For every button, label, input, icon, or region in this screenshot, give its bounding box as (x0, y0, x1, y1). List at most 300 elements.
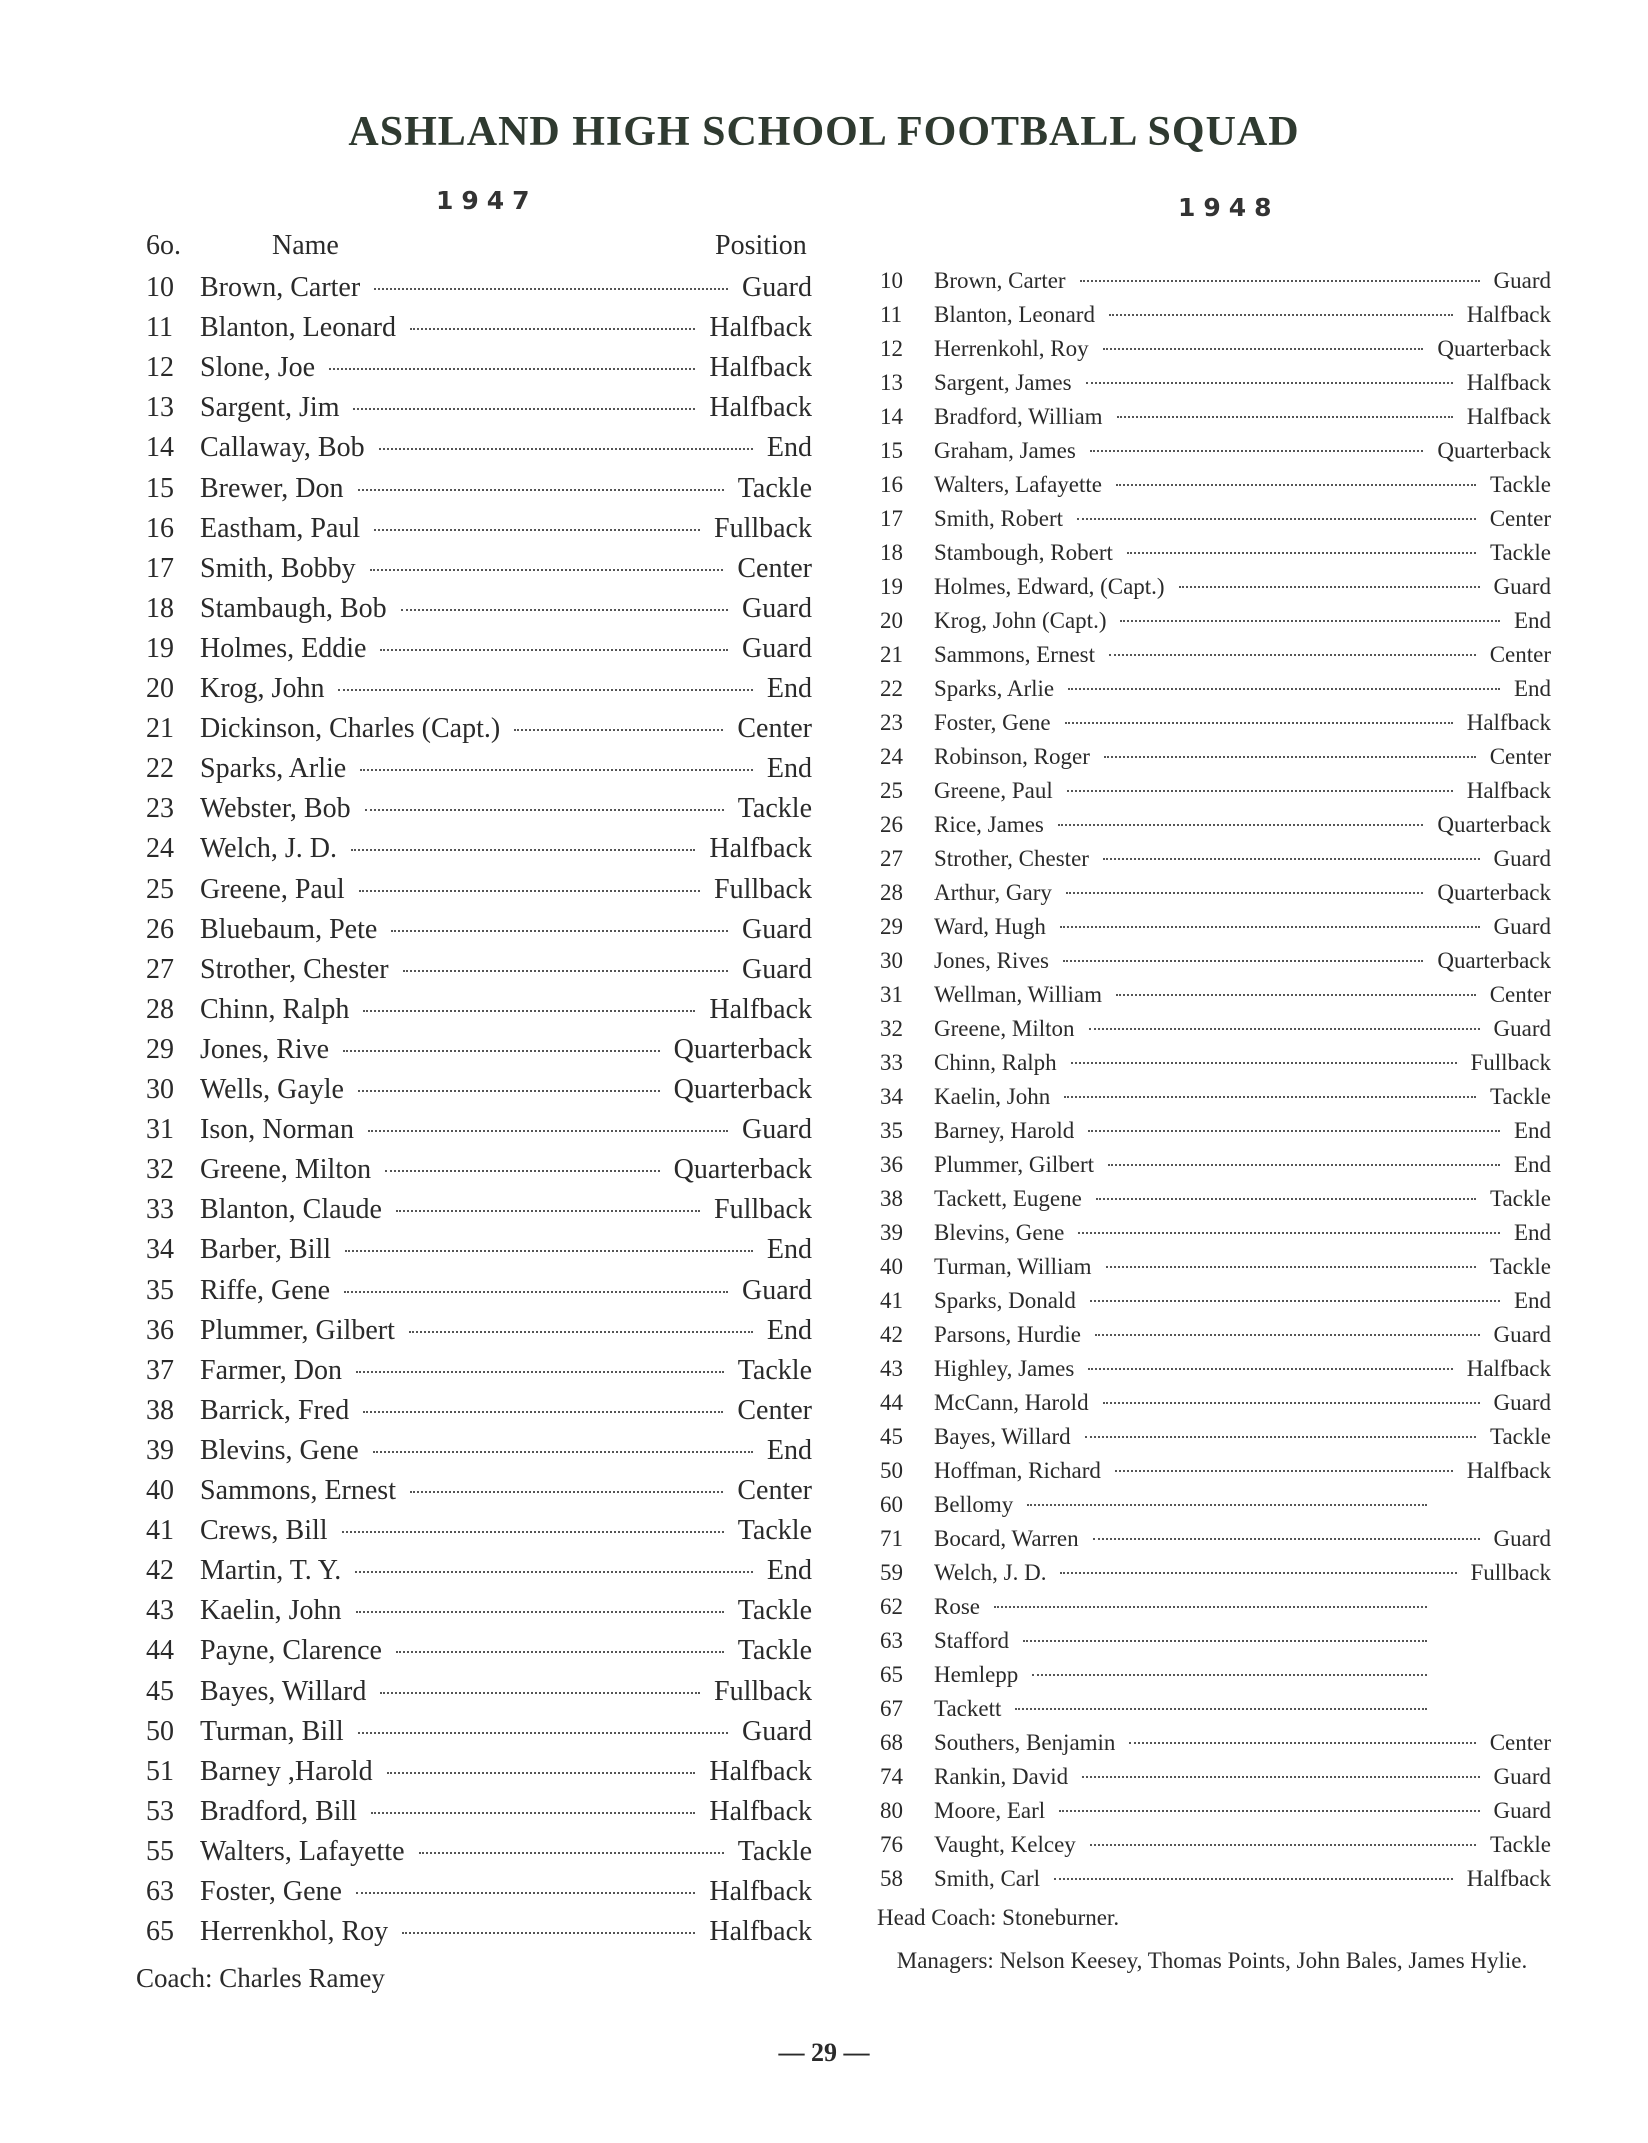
dot-leader (387, 1772, 696, 1774)
player-name: Brown, Carter (934, 268, 1066, 293)
player-row (146, 432, 812, 464)
player-row (146, 713, 812, 745)
player-row (146, 473, 812, 505)
dot-leader (1078, 1232, 1500, 1234)
player-position: Tackle (1490, 1254, 1551, 1279)
player-name: Smith, Robert (934, 506, 1064, 531)
player-position: Tackle (1490, 540, 1551, 565)
player-name: McCann, Harold (934, 1390, 1089, 1415)
player-number: 63 (146, 1876, 174, 1907)
player-position: Tackle (1490, 1832, 1551, 1857)
player-row (880, 268, 1551, 294)
player-position: Guard (1493, 1798, 1551, 1823)
player-row (146, 1114, 812, 1146)
player-row (880, 336, 1551, 362)
dot-leader (338, 689, 752, 691)
dot-leader (1103, 858, 1480, 860)
dot-leader (374, 288, 728, 290)
player-position: Tackle (1490, 472, 1551, 497)
player-row (880, 1356, 1551, 1382)
player-name: Graham, James (934, 438, 1076, 463)
player-position: Halfback (709, 312, 812, 344)
player-position: Fullback (1470, 1050, 1551, 1075)
dot-leader (994, 1606, 1427, 1608)
player-position: Tackle (737, 472, 812, 504)
player-name: Rice, James (934, 812, 1044, 837)
player-number: 20 (146, 673, 174, 704)
dot-leader (1082, 1776, 1479, 1778)
player-position: Guard (742, 1715, 812, 1747)
dot-leader (1104, 756, 1476, 758)
player-row (880, 1152, 1551, 1178)
player-row (880, 1288, 1551, 1314)
dot-leader (342, 1531, 724, 1533)
player-name: Walters, Lafayette (200, 1835, 405, 1867)
player-row (146, 994, 812, 1026)
player-row (880, 1424, 1551, 1450)
player-row (880, 744, 1551, 770)
player-number: 19 (146, 632, 174, 664)
player-position: Guard (1493, 914, 1551, 939)
player-position: Tackle (1490, 1186, 1551, 1211)
dot-leader (379, 448, 753, 450)
player-position: Halfback (709, 352, 812, 384)
player-position: Halfback (1466, 302, 1551, 327)
player-number: 43 (880, 1356, 903, 1381)
player-number: 45 (880, 1424, 903, 1449)
player-position: Tackle (737, 1595, 812, 1627)
player-name: Welch, J. D. (200, 833, 337, 865)
player-row (880, 1526, 1551, 1552)
player-name: Ward, Hugh (934, 914, 1046, 939)
player-number: 44 (880, 1390, 903, 1415)
player-row (146, 1555, 812, 1587)
player-name: Stambaugh, Bob (200, 592, 387, 624)
dot-leader (1066, 892, 1423, 894)
player-row (146, 914, 812, 946)
player-number: 18 (880, 540, 903, 565)
dot-leader (1115, 1470, 1453, 1472)
player-number: 76 (880, 1832, 903, 1857)
player-row (146, 1034, 812, 1066)
player-row (146, 1916, 812, 1948)
player-number: 63 (880, 1628, 903, 1653)
player-name: Bellomy (934, 1492, 1014, 1517)
player-name: Welch, J. D. (934, 1560, 1047, 1585)
dot-leader (1116, 484, 1476, 486)
player-name: Slone, Joe (200, 352, 316, 384)
player-number: 50 (146, 1715, 174, 1747)
dot-leader (363, 1411, 723, 1413)
player-position: Center (1489, 506, 1551, 531)
player-number: 74 (880, 1764, 903, 1789)
managers-1948: Managers: Nelson Keesey, Thomas Points, John Bales, James Hylie. (896, 1948, 1528, 1973)
player-name: Greene, Paul (200, 873, 345, 905)
player-position: Halfback (1466, 404, 1551, 429)
player-row (880, 982, 1551, 1008)
player-number: 59 (880, 1560, 903, 1585)
player-number: 24 (146, 833, 174, 865)
player-number: 23 (880, 710, 903, 735)
player-position: Guard (742, 1114, 812, 1146)
player-number: 17 (880, 506, 903, 531)
player-row (880, 1696, 1441, 1722)
player-position: Quarterback (1437, 438, 1551, 463)
player-number: 41 (880, 1288, 903, 1313)
player-number: 27 (146, 953, 174, 985)
dot-leader (380, 649, 728, 651)
player-position: End (1513, 608, 1551, 633)
player-name: Blanton, Claude (200, 1194, 382, 1226)
dot-leader (1058, 824, 1423, 826)
player-row (880, 812, 1551, 838)
player-number: 40 (880, 1254, 903, 1279)
coach-1947: Coach: Charles Ramey (136, 1963, 385, 1993)
player-name: Stafford (934, 1628, 1009, 1653)
dot-leader (1090, 1300, 1500, 1302)
player-row (880, 948, 1551, 974)
player-row (880, 608, 1551, 634)
player-position: Center (737, 713, 812, 745)
player-name: Foster, Gene (934, 710, 1051, 735)
dot-leader (1090, 1844, 1476, 1846)
player-name: Payne, Clarence (200, 1635, 382, 1667)
dot-leader (410, 328, 695, 330)
player-number: 44 (146, 1635, 174, 1667)
player-row (146, 1676, 812, 1708)
dot-leader (1109, 654, 1476, 656)
player-position: End (766, 432, 812, 464)
dot-leader (329, 368, 695, 370)
player-row (146, 673, 812, 705)
player-name: Eastham, Paul (200, 512, 361, 544)
dot-leader (1023, 1640, 1427, 1642)
dot-leader (356, 1611, 724, 1613)
player-position: Tackle (737, 1635, 812, 1667)
player-number: 31 (880, 982, 903, 1007)
player-position: Center (1489, 744, 1551, 769)
player-position: Guard (1493, 1390, 1551, 1415)
dot-leader (1117, 416, 1453, 418)
player-position: End (1513, 676, 1551, 701)
player-number: 71 (880, 1526, 903, 1551)
player-number: 23 (146, 793, 174, 825)
player-row (146, 874, 812, 906)
player-row (880, 1322, 1551, 1348)
player-name: Rankin, David (934, 1764, 1069, 1789)
player-number: 55 (146, 1835, 174, 1867)
player-number: 24 (880, 744, 903, 769)
player-position: Halfback (709, 1755, 812, 1787)
dot-leader (1032, 1674, 1427, 1676)
player-row (146, 553, 812, 585)
player-row (880, 370, 1551, 396)
player-position: Guard (1493, 846, 1551, 871)
player-number: 12 (880, 336, 903, 361)
player-name: Herrenkhol, Roy (200, 1916, 389, 1948)
player-position: End (766, 1434, 812, 1466)
player-position: Halfback (709, 1916, 812, 1948)
dot-leader (1085, 1436, 1476, 1438)
player-number: 40 (146, 1475, 174, 1506)
player-name: Wellman, William (934, 982, 1102, 1007)
player-row (146, 1475, 812, 1507)
player-row (880, 1798, 1551, 1824)
dot-leader (1103, 348, 1424, 350)
player-name: Bradford, Bill (200, 1795, 358, 1827)
player-position: Halfback (709, 392, 812, 424)
roster-1947 (146, 0, 812, 2000)
dot-leader (1093, 1538, 1480, 1540)
player-row (146, 1074, 812, 1106)
dot-leader (356, 1371, 724, 1373)
player-number: 34 (880, 1084, 903, 1109)
player-name: Smith, Bobby (200, 552, 356, 584)
player-row (146, 1756, 812, 1788)
player-position: Halfback (1466, 710, 1551, 735)
player-number: 39 (146, 1434, 174, 1466)
player-number: 14 (880, 404, 903, 429)
player-row (880, 574, 1551, 600)
dot-leader (345, 1250, 753, 1252)
player-position: Quarterback (673, 1074, 812, 1105)
player-number: 31 (146, 1114, 174, 1146)
player-position: Halfback (1466, 1356, 1551, 1381)
player-row (146, 272, 812, 304)
player-position: Center (1489, 982, 1551, 1007)
dot-leader (396, 1210, 700, 1212)
player-number: 28 (146, 993, 174, 1025)
player-row (146, 1796, 812, 1828)
dot-leader (1065, 722, 1453, 724)
player-number: 17 (146, 552, 174, 584)
dot-leader (371, 1812, 695, 1814)
dot-leader (396, 1651, 724, 1653)
dot-leader (351, 849, 695, 851)
dot-leader (402, 1932, 695, 1934)
player-number: 22 (146, 753, 174, 785)
dot-leader (359, 890, 700, 892)
dot-leader (358, 1732, 728, 1734)
player-name: Blevins, Gene (200, 1434, 359, 1466)
player-name: Vaught, Kelcey (934, 1832, 1076, 1857)
dot-leader (403, 970, 728, 972)
player-number: 33 (146, 1194, 174, 1226)
player-position: Center (1489, 1730, 1551, 1755)
player-name: Krog, John (200, 673, 325, 704)
player-row (146, 793, 812, 825)
player-number: 25 (146, 873, 174, 905)
player-number: 33 (880, 1050, 903, 1075)
player-row (880, 676, 1551, 702)
player-name: Sparks, Donald (934, 1288, 1076, 1313)
player-name: Tackett (934, 1696, 1002, 1721)
player-row (146, 1595, 812, 1627)
player-position: Guard (1493, 1322, 1551, 1347)
dot-leader (391, 930, 728, 932)
player-number: 29 (880, 914, 903, 939)
player-name: Turman, Bill (200, 1715, 344, 1747)
player-position: End (766, 673, 812, 704)
player-name: Sargent, Jim (200, 392, 340, 424)
dot-leader (1067, 790, 1453, 792)
year-1948-heading: 1948 (1178, 193, 1280, 222)
dot-leader (358, 1090, 660, 1092)
player-number: 30 (146, 1074, 174, 1105)
player-row (880, 1220, 1551, 1246)
player-number: 25 (880, 778, 903, 803)
player-number: 80 (880, 1798, 903, 1823)
player-name: Blanton, Leonard (200, 312, 396, 344)
player-number: 28 (880, 880, 903, 905)
dot-leader (385, 1170, 660, 1172)
player-number: 45 (146, 1675, 174, 1707)
player-row (880, 1560, 1551, 1586)
dot-leader (1080, 280, 1480, 282)
player-number: 51 (146, 1755, 174, 1787)
player-number: 26 (146, 913, 174, 945)
player-position: Tackle (737, 1515, 812, 1547)
player-position: Center (737, 1394, 812, 1426)
player-number: 27 (880, 846, 903, 871)
player-name: Parsons, Hurdie (934, 1322, 1081, 1347)
dot-leader (365, 809, 724, 811)
player-row (880, 472, 1551, 498)
player-position: Center (1489, 642, 1551, 667)
player-position: Quarterback (673, 1033, 812, 1065)
player-number: 12 (146, 352, 174, 384)
player-name: Bayes, Willard (200, 1675, 367, 1707)
player-number: 65 (880, 1662, 903, 1687)
player-number: 65 (146, 1916, 174, 1948)
player-number: 13 (146, 392, 174, 424)
dot-leader (419, 1852, 724, 1854)
player-row (880, 846, 1551, 872)
player-row (146, 633, 812, 665)
player-name: Tackett, Eugene (934, 1186, 1082, 1211)
player-position: Quarterback (1437, 880, 1551, 905)
player-name: Ison, Norman (200, 1114, 354, 1146)
player-name: Stambough, Robert (934, 540, 1113, 565)
player-name: Herrenkohl, Roy (934, 336, 1089, 361)
player-name: Strother, Chester (934, 846, 1089, 871)
column-header-position: Position (715, 230, 807, 261)
dot-leader (368, 1130, 728, 1132)
player-row (880, 1492, 1441, 1518)
player-number: 11 (880, 302, 903, 327)
player-name: Martin, T. Y. (200, 1555, 342, 1587)
player-row (880, 778, 1551, 804)
dot-leader (1015, 1708, 1427, 1710)
player-name: Walters, Lafayette (934, 472, 1102, 497)
player-position: Quarterback (1437, 948, 1551, 973)
dot-leader (1077, 518, 1476, 520)
player-row (146, 1876, 812, 1908)
dot-leader (1129, 1742, 1475, 1744)
player-number: 42 (880, 1322, 903, 1347)
dot-leader (409, 1331, 753, 1333)
player-number: 10 (146, 272, 174, 303)
player-row (146, 1275, 812, 1307)
player-position: Quarterback (1437, 336, 1551, 361)
player-number: 21 (146, 713, 174, 745)
player-row (146, 1515, 812, 1547)
dot-leader (380, 1692, 700, 1694)
dot-leader (1120, 620, 1499, 622)
player-position: Guard (1493, 1526, 1551, 1551)
player-number: 42 (146, 1555, 174, 1587)
player-number: 38 (880, 1186, 903, 1211)
player-number: 15 (146, 472, 174, 504)
player-row (880, 642, 1551, 668)
dot-leader (1027, 1504, 1427, 1506)
dot-leader (356, 1892, 695, 1894)
player-position: Halfback (709, 833, 812, 865)
player-name: Sargent, James (934, 370, 1072, 395)
dot-leader (1108, 1164, 1500, 1166)
player-name: Sammons, Ernest (934, 642, 1095, 667)
dot-leader (410, 1491, 723, 1493)
player-number: 20 (880, 608, 903, 633)
player-position: End (1513, 1152, 1551, 1177)
player-number: 19 (880, 574, 903, 599)
player-row (880, 1050, 1551, 1076)
player-row (880, 1764, 1551, 1790)
player-number: 68 (880, 1730, 903, 1755)
player-number: 41 (146, 1515, 174, 1547)
player-position: End (766, 1555, 812, 1587)
column-header-number: 6o. (146, 230, 181, 261)
player-number: 29 (146, 1033, 174, 1065)
player-position: Tackle (737, 1354, 812, 1386)
player-number: 50 (880, 1458, 903, 1483)
player-number: 39 (880, 1220, 903, 1245)
player-row (880, 1254, 1551, 1280)
player-row (880, 540, 1551, 566)
dot-leader (1068, 688, 1500, 690)
player-name: Bocard, Warren (934, 1526, 1079, 1551)
player-row (146, 392, 812, 424)
player-position: Center (737, 1475, 812, 1506)
player-name: Bayes, Willard (934, 1424, 1071, 1449)
dot-leader (363, 1010, 695, 1012)
player-name: Riffe, Gene (200, 1274, 331, 1306)
player-name: Sparks, Arlie (200, 753, 347, 785)
player-number: 21 (880, 642, 903, 667)
player-name: Sammons, Ernest (200, 1475, 396, 1506)
player-name: Greene, Milton (200, 1154, 372, 1186)
player-name: Barber, Bill (200, 1234, 332, 1266)
player-position: Halfback (1466, 778, 1551, 803)
player-position: Halfback (709, 993, 812, 1025)
player-name: Brown, Carter (200, 272, 361, 303)
player-number: 26 (880, 812, 903, 837)
player-row (146, 833, 812, 865)
dot-leader (1064, 1096, 1476, 1098)
player-name: Blanton, Leonard (934, 302, 1095, 327)
player-position: End (1513, 1220, 1551, 1245)
player-name: Smith, Carl (934, 1866, 1041, 1891)
dot-leader (1063, 960, 1423, 962)
player-row (880, 914, 1551, 940)
player-name: Jones, Rive (200, 1033, 330, 1065)
player-number: 30 (880, 948, 903, 973)
player-number: 11 (146, 312, 173, 344)
player-row (880, 438, 1551, 464)
dot-leader (1109, 314, 1453, 316)
player-name: Hemlepp (934, 1662, 1019, 1687)
dot-leader (1088, 1368, 1452, 1370)
